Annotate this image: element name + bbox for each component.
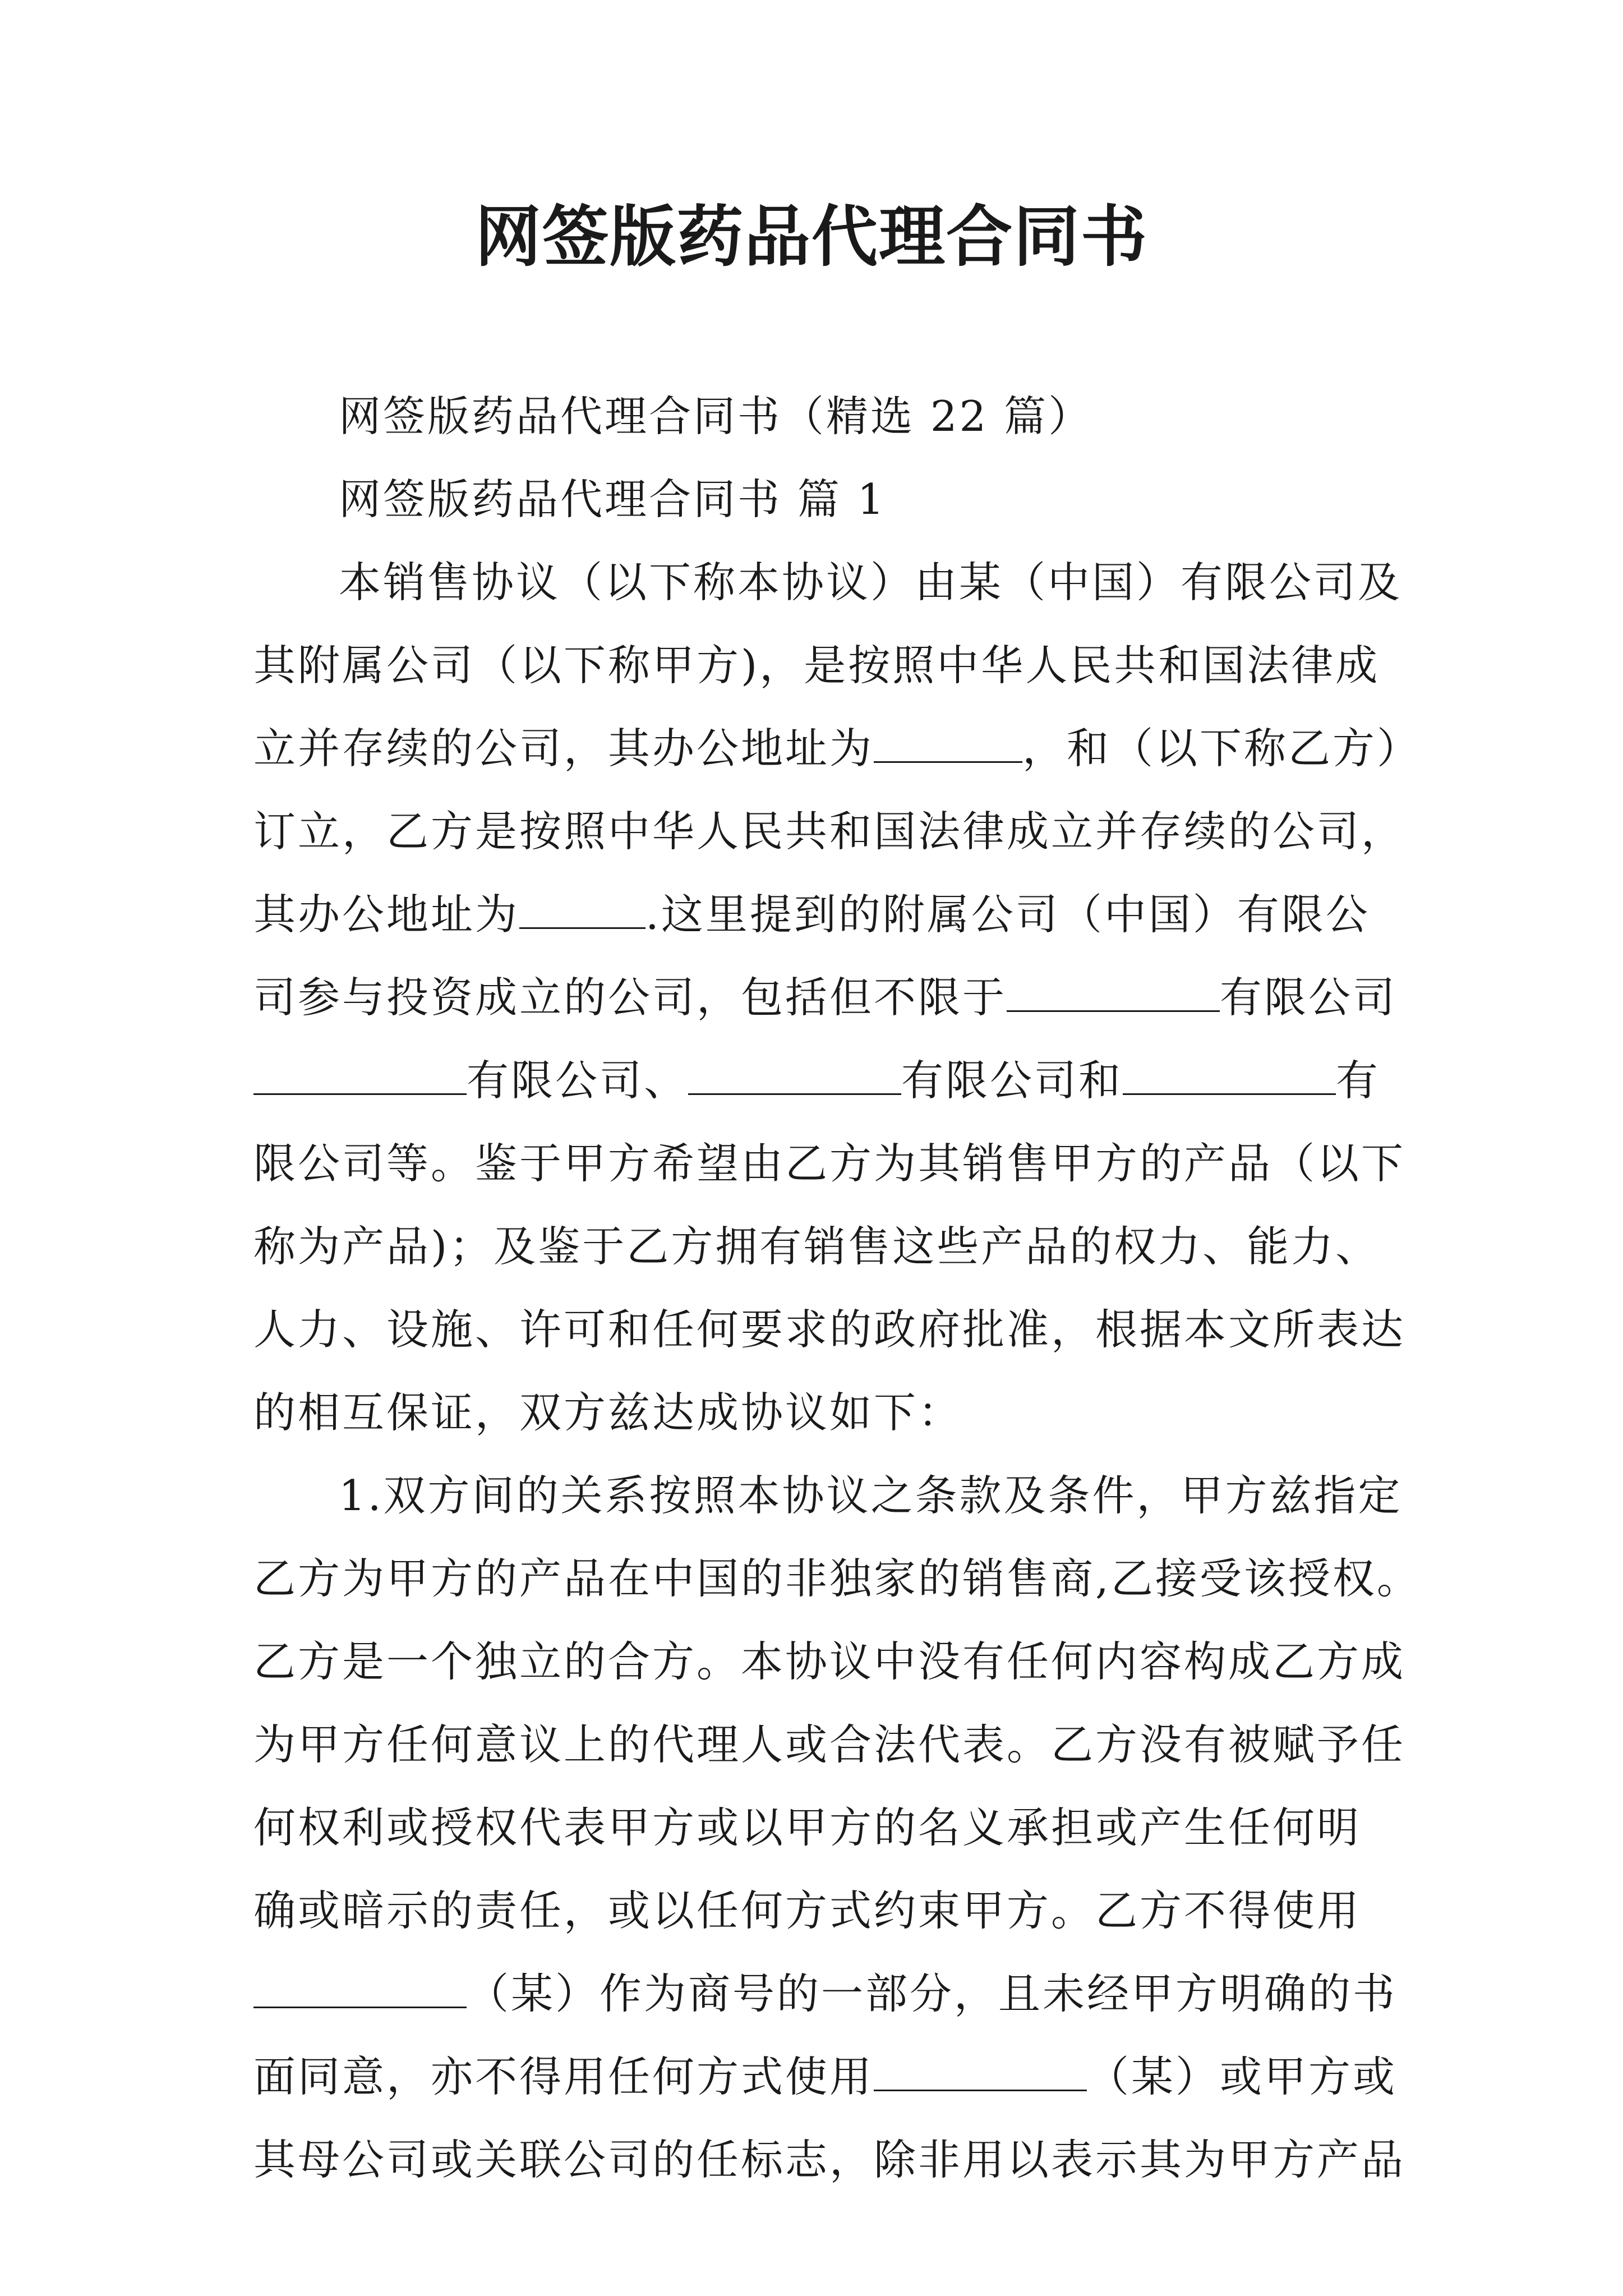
text-segment: ，和（以下称乙方） bbox=[1022, 724, 1422, 773]
paragraph-line: 何权利或授权代表甲方或以甲方的名义承担或产生任何明 bbox=[253, 1803, 1362, 1852]
paragraph-line: 其母公司或关联公司的任标志，除非用以表示其为甲方产品 bbox=[253, 2135, 1406, 2184]
fill-in-blank bbox=[253, 1053, 467, 1095]
paragraph-line bbox=[253, 1039, 1381, 1122]
text-segment: （某）作为商号的一部分，且未经甲方明确的书 bbox=[467, 1969, 1398, 2018]
paragraph-line: 人力、设施、许可和任何要求的政府批准，根据本文所表达 bbox=[253, 1305, 1406, 1354]
paragraph-line: 称为产品)；及鉴于乙方拥有销售这些产品的权力、能力、 bbox=[253, 1222, 1380, 1271]
paragraph-line: 本销售协议（以下称本协议）由某（中国）有限公司及 bbox=[339, 558, 1403, 607]
paragraph-line: 乙方为甲方的产品在中国的非独家的销售商,乙接受该授权。 bbox=[253, 1554, 1421, 1603]
paragraph-line bbox=[253, 1952, 1398, 2035]
fill-in-blank bbox=[253, 1966, 467, 2008]
fill-in-blank bbox=[874, 2049, 1087, 2091]
paragraph-line: 其附属公司（以下称甲方)，是按照中华人民共和国法律成 bbox=[253, 641, 1380, 690]
paragraph-line: 乙方是一个独立的合方。本协议中没有任何内容构成乙方成 bbox=[253, 1637, 1406, 1686]
section-heading: 网签版药品代理合同书 篇 1 bbox=[339, 475, 887, 524]
paragraph-line: 1.双方间的关系按照本协议之条款及条件，甲方兹指定 bbox=[339, 1471, 1403, 1520]
paragraph-line bbox=[253, 956, 1398, 1039]
text-segment: 其办公地址为 bbox=[253, 890, 520, 939]
fill-in-blank bbox=[874, 721, 1022, 763]
text-segment: 有限公司、 bbox=[467, 1056, 689, 1105]
fill-in-blank bbox=[1123, 1053, 1336, 1095]
text-segment: 面同意，亦不得用任何方式使用 bbox=[253, 2052, 874, 2101]
fill-in-blank bbox=[1007, 970, 1220, 1012]
text-segment: .这里提到的附属公司（中国）有限公 bbox=[645, 890, 1370, 939]
paragraph-line bbox=[253, 707, 1422, 790]
document-title: 网签版药品代理合同书 bbox=[474, 197, 1148, 275]
paragraph-line: 确或暗示的责任，或以任何方式约束甲方。乙方不得使用 bbox=[253, 1886, 1362, 1935]
paragraph-line: 限公司等。鉴于甲方希望由乙方为其销售甲方的产品（以下 bbox=[253, 1139, 1406, 1188]
paragraph-line bbox=[253, 2035, 1398, 2118]
paragraph-line: 为甲方任何意议上的代理人或合法代表。乙方没有被赋予任 bbox=[253, 1720, 1406, 1769]
document-body bbox=[253, 375, 1422, 2201]
text-segment: （某）或甲方或 bbox=[1087, 2052, 1398, 2101]
paragraph-line bbox=[253, 873, 1381, 956]
text-segment: 有 bbox=[1336, 1056, 1381, 1105]
text-segment: 司参与投资成立的公司，包括但不限于 bbox=[253, 973, 1007, 1022]
paragraph-line: 订立，乙方是按照中华人民共和国法律成立并存续的公司， bbox=[253, 807, 1406, 856]
text-segment: 立并存续的公司，其办公地址为 bbox=[253, 724, 874, 773]
paragraph-line: 的相互保证，双方兹达成协议如下： bbox=[253, 1388, 963, 1437]
text-segment: 有限公司 bbox=[1220, 973, 1398, 1022]
fill-in-blank bbox=[688, 1053, 901, 1095]
text-segment: 有限公司和 bbox=[901, 1056, 1123, 1105]
fill-in-blank bbox=[519, 887, 645, 929]
subtitle-line: 网签版药品代理合同书（精选 22 篇） bbox=[339, 392, 1093, 441]
